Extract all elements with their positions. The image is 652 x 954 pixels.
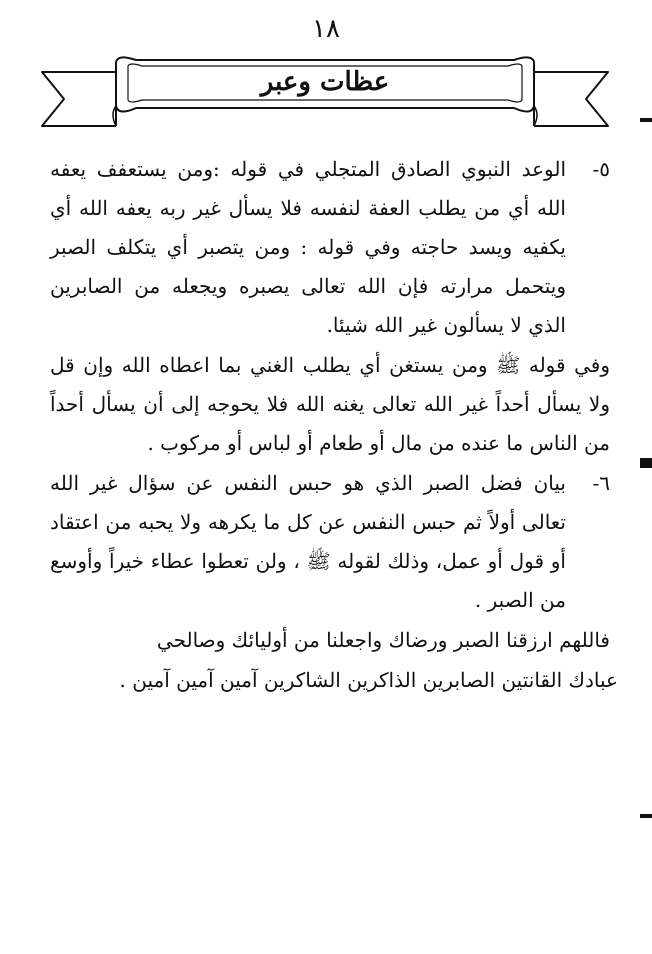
title-banner [38, 42, 612, 134]
margin-mark [640, 118, 652, 122]
page-number: ١٨ [312, 14, 340, 44]
margin-mark [640, 458, 652, 468]
banner-title: عظات وعبر [260, 67, 390, 97]
item-text: الوعد النبوي الصادق المتجلي في قوله :ومن يستعفف يعفه الله أي من يطلب العفة لنفسه فلا يسأل غير ربه يعفه الله أي يكفيه ويسد حاجته وفي قوله : ومن يتصبر أي يتكلف الصبر ويتحمل مرارته فإن الله تعالى يصبره ويجعله من الصابرين الذي لا يسألون غير الله شيئا. [50, 157, 566, 337]
margin-mark [640, 814, 652, 818]
closing-line: عبادك القانتين الصابرين الذاكرين الشاكرين آمين آمين آمين . [119, 668, 618, 692]
numbered-item [50, 464, 610, 620]
page-body [50, 150, 618, 700]
item-number: ٥- [592, 157, 610, 181]
paragraph: فاللهم ارزقنا الصبر ورضاك واجعلنا من أوليائك وصالحي [156, 628, 610, 652]
item-number: ٦- [592, 471, 610, 495]
paragraph: وفي قوله ﷺ ومن يستغن أي يطلب الغني بما اعطاه الله وإن قل ولا يسأل أحداً غير الله تعالى يغنه الله فلا يحوجه إلى أن يسأل أحداً من الناس ما عنده من مال أو طعام أو لباس أو مركوب . [50, 353, 610, 455]
item-text: بيان فضل الصبر الذي هو حبس النفس عن سؤال غير الله تعالى أولاً ثم حبس النفس عن كل ما يكرهه ولا يحبه من اعتقاد أو قول أو عمل، وذلك لقوله ﷺ ، ولن تعطوا عطاء خيراً وأوسع من الصبر . [50, 471, 566, 612]
numbered-item [50, 150, 610, 345]
